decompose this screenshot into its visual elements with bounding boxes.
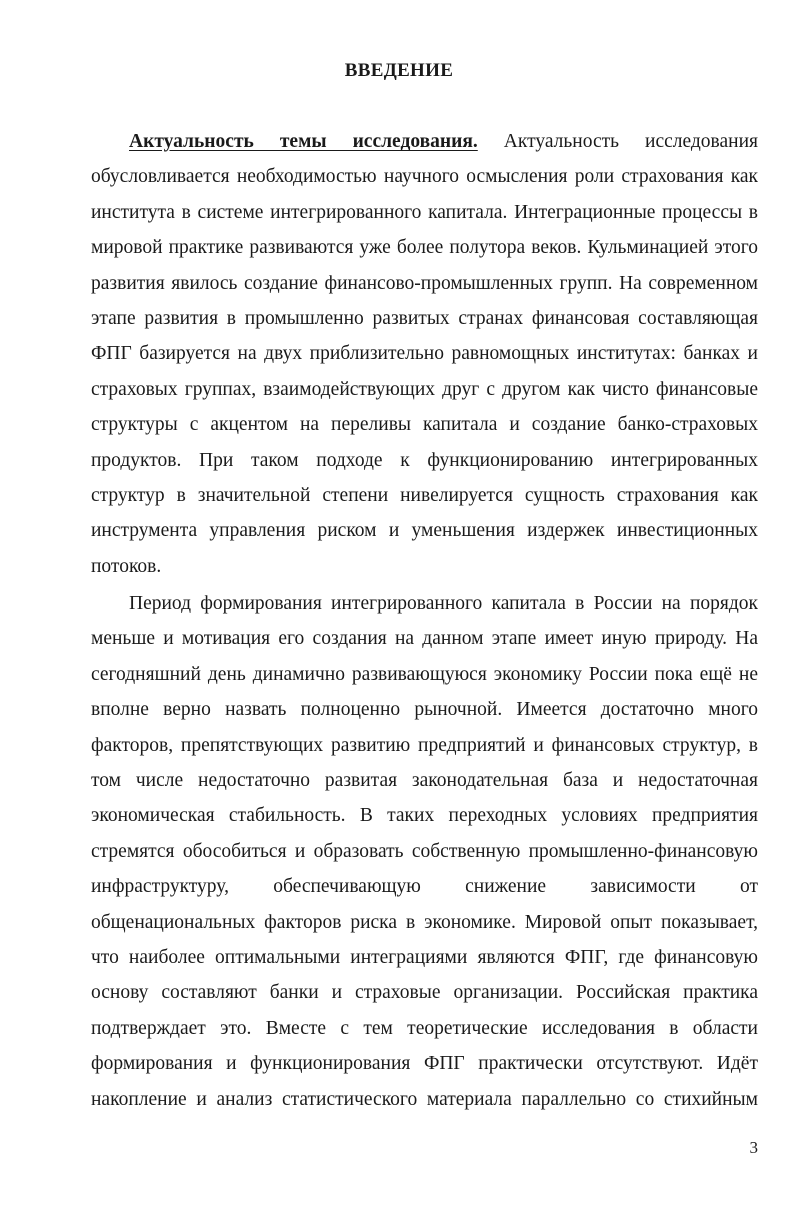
paragraph-line: инфраструктуру, обеспечивающую снижение зависимости от <box>91 876 758 898</box>
section-heading: Актуальность темы исследования. <box>129 131 478 152</box>
paragraph-line <box>91 124 758 159</box>
paragraph-line: инструмента управления риском и уменьшения издержек инвестиционных <box>91 520 758 542</box>
paragraph-line: обусловливается необходимостью научного осмысления роли страхования как <box>91 166 758 188</box>
paragraph-line: том числе недостаточно развитая законодательная база и недостаточная <box>91 770 758 792</box>
paragraph-line: структур в значительной степени нивелируется сущность страхования как <box>91 485 758 507</box>
paragraph-line: накопление и анализ статистического материала параллельно со стихийным <box>91 1088 758 1110</box>
paragraph-line: продуктов. При таком подходе к функционированию интегрированных <box>91 449 758 471</box>
paragraph-line: факторов, препятствующих развитию предприятий и финансовых структур, в <box>91 734 758 756</box>
paragraph-line: мировой практике развиваются уже более полутора веков. Кульминацией этого <box>91 237 758 259</box>
paragraph-line: стремятся обособиться и образовать собственную промышленно-финансовую <box>91 840 758 862</box>
paragraph-line: основу составляют банки и страховые организации. Российская практика <box>91 982 758 1004</box>
paragraph-line: потоков. <box>91 555 162 577</box>
paragraph-line: общенациональных факторов риска в экономике. Мировой опыт показывает, <box>91 911 758 933</box>
paragraph-line: подтверждает это. Вместе с тем теоретические исследования в области <box>91 1017 758 1039</box>
paragraph-line: меньше и мотивация его создания на данном этапе имеет иную природу. На <box>91 628 758 650</box>
page-title: ВВЕДЕНИЕ <box>344 60 454 81</box>
paragraph-relevance <box>91 124 758 584</box>
line-text: Актуальность исследования <box>503 131 759 152</box>
paragraph-line: экономическая стабильность. В таких переходных условиях предприятия <box>91 805 758 827</box>
paragraph-line: ФПГ базируется на двух приблизительно равномощных институтах: банках и <box>91 343 758 365</box>
paragraph-line: формирования и функционирования ФПГ практически отсутствуют. Идёт <box>91 1053 758 1075</box>
page-number: 3 <box>749 1138 758 1157</box>
paragraph-line: сегодняшний день динамично развивающуюся экономику России пока ещё не <box>91 663 758 685</box>
paragraph-russia-context <box>91 586 758 1117</box>
paragraph-line: структуры с акцентом на переливы капитала и создание банко-страховых <box>91 414 758 436</box>
paragraph-line: вполне верно назвать полноценно рыночной. Имеется достаточно много <box>91 699 758 721</box>
paragraph-line: Период формирования интегрированного капитала в России на порядок <box>129 593 758 614</box>
paragraph-line: что наиболее оптимальными интеграциями являются ФПГ, где финансовую <box>91 947 758 969</box>
paragraph-line: развития явилось создание финансово-промышленных групп. На современном <box>91 272 758 294</box>
paragraph-line: института в системе интегрированного капитала. Интеграционные процессы в <box>91 201 758 223</box>
paragraph-line: страховых группах, взаимодействующих друг с другом как чисто финансовые <box>91 378 758 400</box>
paragraph-line: этапе развития в промышленно развитых странах финансовая составляющая <box>91 308 758 330</box>
